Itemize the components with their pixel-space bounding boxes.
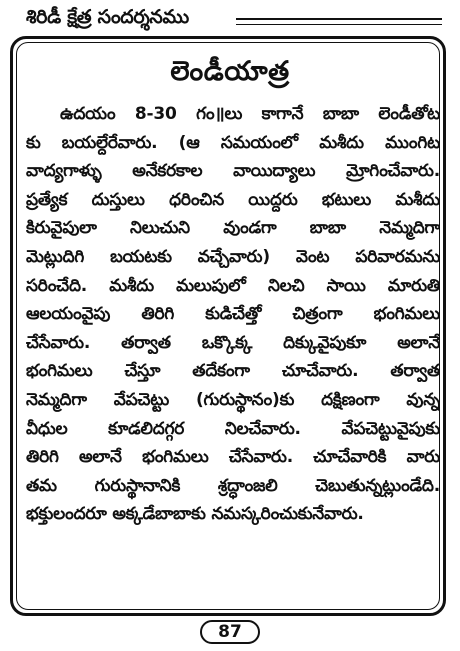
running-header bbox=[8, 4, 452, 34]
paragraph-line: కు బయల్దేరేవారు. (ఆ సమయంలో మశీదు ముంగిట bbox=[26, 132, 440, 153]
page-number: 87 bbox=[200, 620, 260, 644]
header-rule bbox=[236, 18, 442, 25]
paragraph-line: భంగిమలు చేస్తూ తదేకంగా చూచేవారు. తర్వాత bbox=[26, 361, 440, 382]
section-title: లెండీయాత్ర bbox=[170, 56, 290, 87]
paragraph-line: ఉదయం 8-30 గం॥లు కాగానే బాబా లెండీతోట bbox=[60, 104, 440, 124]
paragraph-line: చేసేవారు. తర్వాత ఒక్కొక్క దిక్కువైపుకూ అలానే bbox=[26, 332, 440, 353]
paragraph-line: భక్తులందరూ అక్కడేబాబాకు నమస్కరించుకునేవారు. bbox=[26, 504, 364, 525]
paragraph-line: తిరిగి అలానే భంగిమలు చేసేవారు. చూచేవారికి వారు bbox=[26, 447, 440, 468]
paragraph-line: వీధుల కూడలిదగ్గర నిలచేవారు. వేపచెట్టువైపుకు bbox=[26, 418, 440, 439]
paragraph-line: ప్రత్యేక దుస్తులు ధరించిన యిద్దరు భటులు మశీదు bbox=[26, 189, 440, 210]
paragraph-line: తమ గురుస్థానానికి శ్రద్ధాంజలి చెబుతున్నట్లుండేది. bbox=[26, 475, 440, 496]
book-title: శిరిడీ క్షేత్ర సందర్శనము bbox=[26, 6, 193, 33]
paragraph-line: ఆలయంవైపు తిరిగి కుడిచేత్తో చిత్రంగా భంగిమలు bbox=[26, 304, 440, 325]
paragraph-line: వాద్యగాళ్ళు అనేకరకాల వాయిద్యాలు మ్రోగించేవారు. bbox=[26, 161, 440, 182]
paragraph-line: సరించేది. మశీదు మలుపులో నిలచి సాయి మారుతి bbox=[26, 275, 440, 296]
paragraph-line: కిరువైపులా నిలుచుని వుండగా బాబా నెమ్మదిగా bbox=[26, 218, 440, 239]
paragraph-line: నెమ్మదిగా వేపచెట్టు (గురుస్థానం)కు దక్షిణంగా వున్న bbox=[26, 389, 440, 410]
paragraph-line: మెట్లుదిగి బయటకు వచ్చేవారు) వెంట పరివారమను bbox=[26, 246, 440, 267]
body-paragraph bbox=[26, 100, 440, 529]
